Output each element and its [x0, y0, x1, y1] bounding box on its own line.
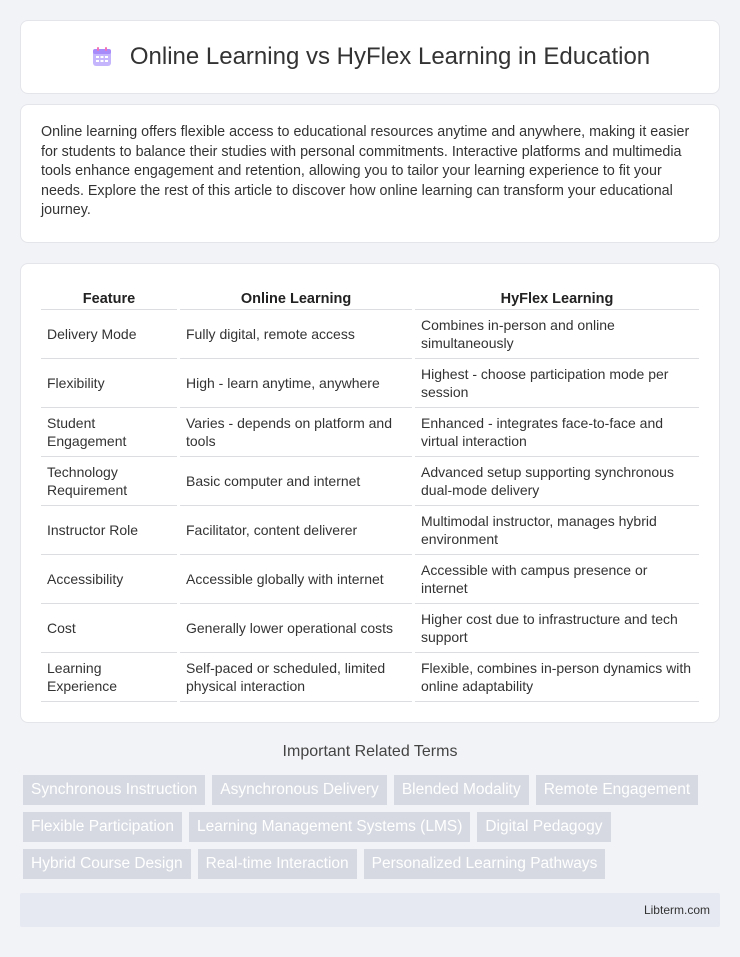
related-terms-list: [23, 775, 723, 879]
term-tag[interactable]: Learning Management Systems (LMS): [189, 812, 470, 842]
feature-cell: Cost: [41, 604, 177, 653]
term-tag[interactable]: Blended Modality: [394, 775, 529, 805]
feature-cell: Flexibility: [41, 359, 177, 408]
table-row: [41, 408, 699, 457]
column-header-hyflex: HyFlex Learning: [415, 280, 699, 310]
online-cell: Facilitator, content deliverer: [180, 506, 412, 555]
table-header-row: [41, 280, 699, 310]
online-cell: Generally lower operational costs: [180, 604, 412, 653]
hyflex-cell: Enhanced - integrates face-to-face and virtual interaction: [415, 408, 699, 457]
table-row: [41, 506, 699, 555]
feature-cell: Delivery Mode: [41, 310, 177, 359]
feature-cell: Learning Experience: [41, 653, 177, 702]
term-tag[interactable]: Hybrid Course Design: [23, 849, 191, 879]
hyflex-cell: Combines in-person and online simultaneously: [415, 310, 699, 359]
online-cell: Basic computer and internet: [180, 457, 412, 506]
table-row: [41, 555, 699, 604]
intro-card: [20, 104, 720, 243]
online-cell: Fully digital, remote access: [180, 310, 412, 359]
column-header-feature: Feature: [41, 280, 177, 310]
hyflex-cell: Advanced setup supporting synchronous dual-mode delivery: [415, 457, 699, 506]
term-tag[interactable]: Remote Engagement: [536, 775, 698, 805]
hyflex-cell: Higher cost due to infrastructure and tech support: [415, 604, 699, 653]
intro-paragraph: Online learning offers flexible access to educational resources anytime and anywhere, making it easier for students to balance their studies with personal commitments. Interactive platforms and multimedia tools enhance engagement and retention, allowing you to tailor your learning experience to fit your needs. Explore the rest of this article to discover how online learning can transform your educational journey.: [41, 124, 690, 219]
term-tag[interactable]: Synchronous Instruction: [23, 775, 205, 805]
table-row: [41, 604, 699, 653]
title-card: [20, 20, 720, 94]
comparison-card: [20, 263, 720, 723]
table-row: [41, 457, 699, 506]
term-tag[interactable]: Asynchronous Delivery: [212, 775, 387, 805]
term-tag[interactable]: Personalized Learning Pathways: [364, 849, 606, 879]
hyflex-cell: Highest - choose participation mode per session: [415, 359, 699, 408]
online-cell: Self-paced or scheduled, limited physical interaction: [180, 653, 412, 702]
online-cell: Accessible globally with internet: [180, 555, 412, 604]
hyflex-cell: Multimodal instructor, manages hybrid environment: [415, 506, 699, 555]
footer-site-link[interactable]: Libterm.com: [643, 903, 710, 917]
page-title: Online Learning vs HyFlex Learning in Education: [129, 43, 651, 70]
feature-cell: Accessibility: [41, 555, 177, 604]
related-terms-heading: Important Related Terms: [282, 743, 458, 760]
hyflex-cell: Flexible, combines in-person dynamics with online adaptability: [415, 653, 699, 702]
table-row: [41, 310, 699, 359]
feature-cell: Student Engagement: [41, 408, 177, 457]
comparison-table: [38, 280, 702, 702]
footer: [20, 893, 720, 927]
feature-cell: Instructor Role: [41, 506, 177, 555]
column-header-online: Online Learning: [180, 280, 412, 310]
table-row: [41, 359, 699, 408]
table-row: [41, 653, 699, 702]
online-cell: Varies - depends on platform and tools: [180, 408, 412, 457]
term-tag[interactable]: Real-time Interaction: [198, 849, 357, 879]
hyflex-cell: Accessible with campus presence or internet: [415, 555, 699, 604]
feature-cell: Technology Requirement: [41, 457, 177, 506]
online-cell: High - learn anytime, anywhere: [180, 359, 412, 408]
term-tag[interactable]: Flexible Participation: [23, 812, 182, 842]
calendar-icon: [90, 45, 114, 69]
term-tag[interactable]: Digital Pedagogy: [477, 812, 610, 842]
